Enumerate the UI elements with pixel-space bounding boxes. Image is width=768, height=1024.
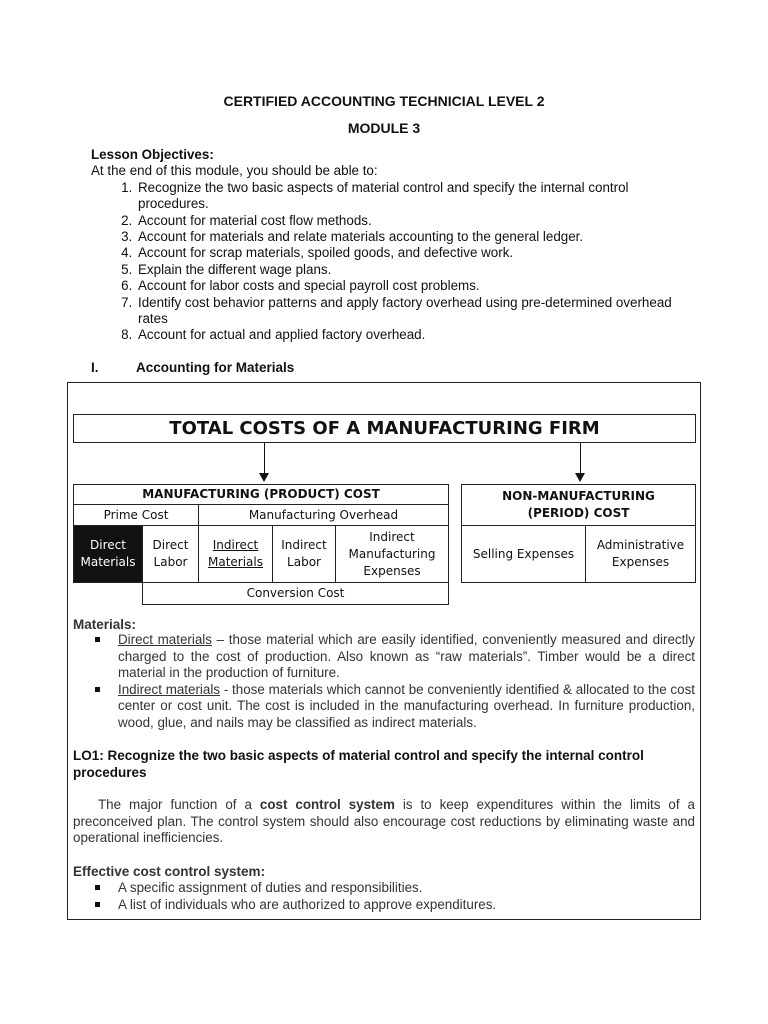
indirect-manufacturing-expenses-cell: Indirect Manufacturing Expenses xyxy=(335,525,449,583)
objectives-list xyxy=(91,180,691,344)
direct-materials-definition: – those material which are easily identified, conveniently measured and directly charged to the cost of production. Also known as “raw materials”. Timber would be a direct material in the production of furniture. xyxy=(118,632,695,681)
module-title: MODULE 3 xyxy=(347,120,421,136)
bullet-icon xyxy=(95,687,100,692)
list-item-text: A list of individuals who are authorized to approve expenditures. xyxy=(118,896,497,912)
arrow-left-line xyxy=(264,443,265,473)
bullet-icon xyxy=(95,902,100,907)
direct-materials-cell: Direct Materials xyxy=(73,525,143,583)
non-manufacturing-cost-header: NON-MANUFACTURING (PERIOD) COST xyxy=(461,484,696,526)
list-item xyxy=(93,897,695,914)
objective-item: 3. Account for materials and relate materials accounting to the general ledger. xyxy=(136,229,691,245)
bullet-icon xyxy=(95,637,100,642)
lesson-objectives xyxy=(91,147,691,344)
paragraph-start: The major function of a xyxy=(98,797,260,812)
indirect-materials-definition: - those materials which cannot be conveniently identified & allocated to the cost center or cost unit. The cost is included in the manufacturing overhead. In furniture production, wood, glue, and nails may be classified as indirect materials. xyxy=(118,681,695,730)
effective-system-heading: Effective cost control system: xyxy=(73,864,266,879)
direct-labor-cell: Direct Labor xyxy=(142,525,199,583)
arrow-down-icon xyxy=(575,473,585,482)
indirect-materials-cell: Indirect Materials xyxy=(198,525,273,583)
indirect-materials-term: Indirect materials xyxy=(118,681,221,697)
paragraph-rest: is to keep expenditures within the limits of a preconceived plan. The control system should also encourage cost reductions by eliminating waste and operational inefficiencies. xyxy=(73,797,695,846)
lo1-label: LO1: xyxy=(73,748,104,763)
indirect-labor-cell: Indirect Labor xyxy=(272,525,336,583)
objective-item: 4. Account for scrap materials, spoiled goods, and defective work. xyxy=(136,245,691,261)
direct-materials-term: Direct materials xyxy=(118,632,212,647)
bullet-icon xyxy=(95,885,100,890)
selling-expenses-cell: Selling Expenses xyxy=(461,525,586,583)
materials-list xyxy=(93,632,695,732)
administrative-expenses-cell: Administrative Expenses xyxy=(585,525,696,583)
manufacturing-overhead-label: Manufacturing Overhead xyxy=(198,504,449,526)
arrow-right-line xyxy=(580,443,581,473)
objectives-intro: At the end of this module, you should be able to: xyxy=(91,163,378,179)
objective-item: 5. Explain the different wage plans. xyxy=(136,262,691,278)
prime-cost-label: Prime Cost xyxy=(73,504,199,526)
cost-control-paragraph xyxy=(73,797,695,847)
lo1-text: Recognize the two basic aspects of material control and specify the internal control procedures xyxy=(73,748,644,780)
diagram-title: TOTAL COSTS OF A MANUFACTURING FIRM xyxy=(73,414,696,443)
document-title: CERTIFIED ACCOUNTING TECHNICIAL LEVEL 2 xyxy=(223,93,545,109)
objective-item: 6. Account for labor costs and special payroll cost problems. xyxy=(136,278,691,294)
materials-heading: Materials: xyxy=(73,617,137,632)
objective-item: 8. Account for actual and applied factory overhead. xyxy=(136,327,691,343)
list-item xyxy=(93,632,695,682)
list-item xyxy=(93,682,695,732)
list-item xyxy=(93,880,695,897)
objectives-heading: Lesson Objectives: xyxy=(91,147,214,162)
paragraph-bold-term: cost control system xyxy=(259,797,395,812)
list-item-text: A specific assignment of duties and responsibilities. xyxy=(118,880,423,895)
objective-item: 7. Identify cost behavior patterns and apply factory overhead using pre-determined overhead rates xyxy=(136,295,691,328)
arrow-down-icon xyxy=(259,473,269,482)
learning-objective-1 xyxy=(73,747,693,781)
objective-item: 2. Account for material cost flow methods. xyxy=(136,213,691,229)
objective-item: 1. Recognize the two basic aspects of material control and specify the internal control procedures. xyxy=(136,180,691,213)
section-title: Accounting for Materials xyxy=(136,360,295,375)
effective-system-list xyxy=(93,880,695,913)
section-number: I. xyxy=(91,360,99,375)
conversion-cost-label: Conversion Cost xyxy=(142,582,449,605)
manufacturing-cost-header: MANUFACTURING (PRODUCT) COST xyxy=(73,484,449,505)
